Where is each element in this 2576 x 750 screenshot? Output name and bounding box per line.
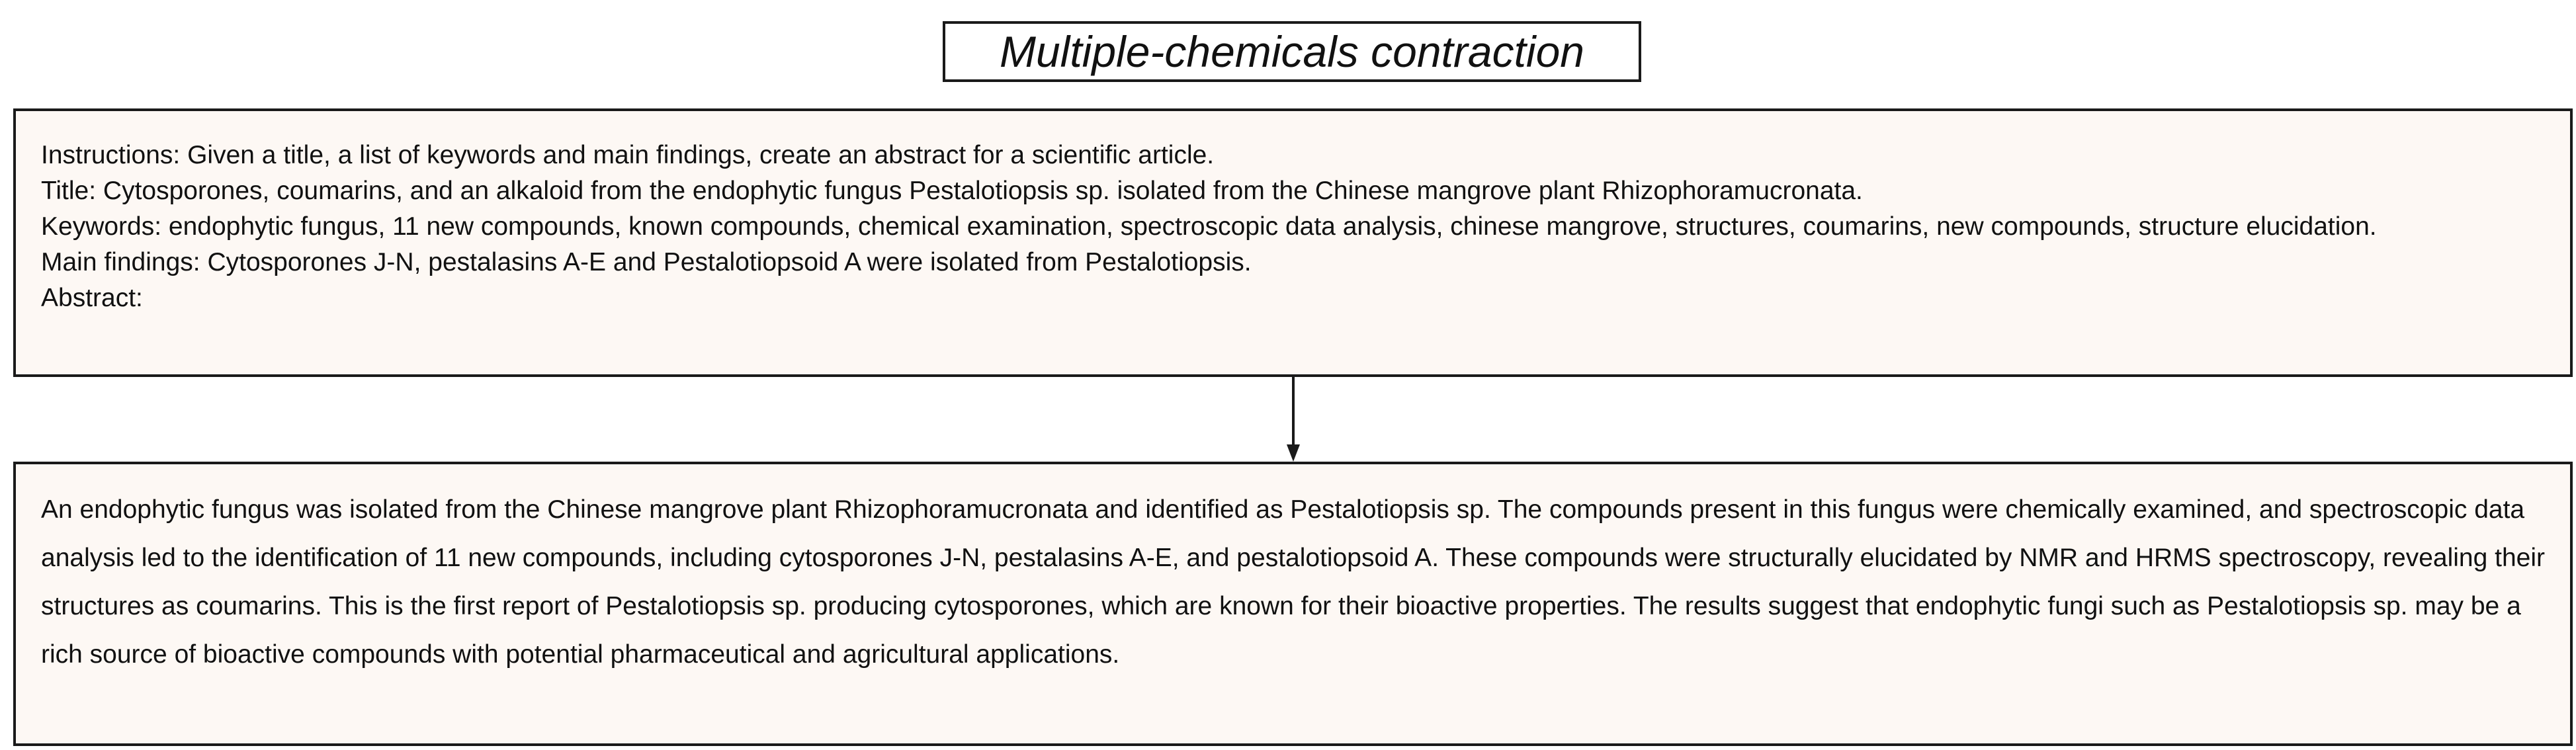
- diagram-title: Multiple-chemicals contraction: [999, 27, 1584, 76]
- prompt-instructions: Instructions: Given a title, a list of keywords and main findings, create an abstract for a scientific article.: [41, 141, 1215, 169]
- prompt-keywords-line: Keywords: endophytic fungus, 11 new compounds, known compounds, chemical examination, spectroscopic data analysis, chinese mangrove, structures, coumarins, new compounds, structure elucidation.: [41, 212, 2377, 241]
- answer-box: [13, 462, 2573, 746]
- flow-arrow-head: [1287, 444, 1300, 462]
- prompt-box: [13, 108, 2573, 377]
- generated-abstract: An endophytic fungus was isolated from the Chinese mangrove plant Rhizophoramucronata and identified as Pestalotiopsis sp. The compounds present in this fungus were chemically examined, and spectroscopic data analysis led to the identification of 11 new compounds, including cytosporones J-N, pestalasins A-E, and pestalotiopsoid A. These compounds were structurally elucidated by NMR and HRMS spectroscopy, revealing their structures as coumarins. This is the first report of Pestalotiopsis sp. producing cytosporones, which are known for their bioactive properties. The results suggest that endophytic fungi such as Pestalotiopsis sp. may be a rich source of bioactive compounds with potential pharmaceutical and agricultural applications.: [41, 495, 2545, 669]
- prompt-findings-line: Main findings: Cytosporones J-N, pestalasins A-E and Pestalotiopsoid A were isolated from Pestalotiopsis.: [41, 248, 1252, 276]
- diagram-title-box: [943, 21, 1641, 82]
- prompt-title-line: Title: Cytosporones, coumarins, and an alkaloid from the endophytic fungus Pestalotiopsis sp. isolated from the Chinese mangrove plant Rhizophoramucronata.: [41, 177, 1863, 205]
- prompt-abstract-label: Abstract:: [41, 284, 143, 312]
- flow-arrow: [1283, 376, 1303, 463]
